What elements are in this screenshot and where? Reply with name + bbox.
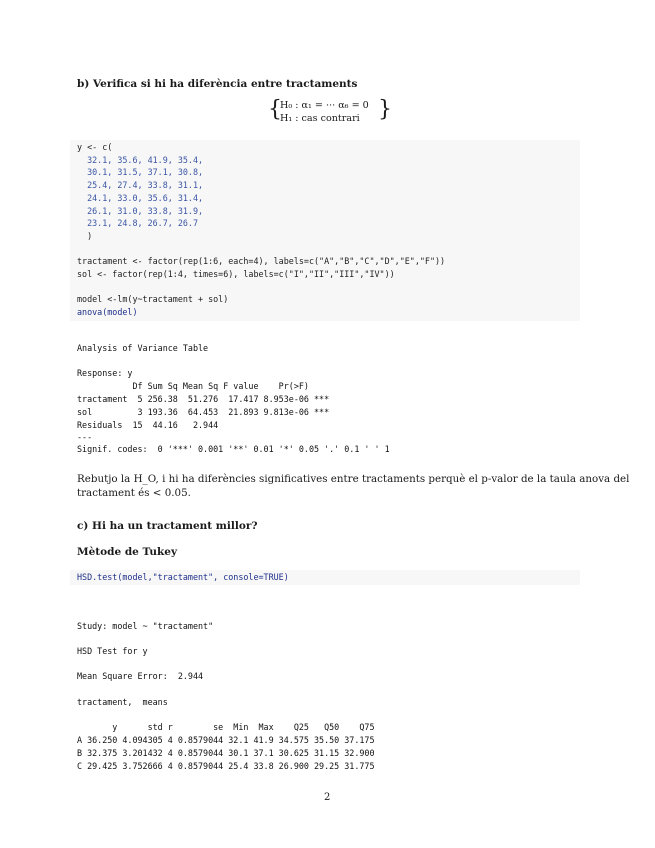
- code-line: 32.1, 35.6, 41.9, 35.4,: [77, 154, 204, 165]
- tukey-subheading: Mètode de Tukey: [77, 546, 178, 558]
- code-line: 25.4, 27.4, 33.8, 31.1,: [77, 180, 204, 191]
- code-line: ): [77, 230, 93, 241]
- hsd-means-title: tractament, means: [77, 697, 168, 707]
- page-number: 2: [324, 792, 331, 803]
- hsd-row-b: B 32.375 3.201432 4 0.8579044 30.1 37.1 30.625 31.15 32.900: [77, 748, 375, 758]
- conclusion-line-2: tractament és < 0.05.: [77, 486, 191, 499]
- code-block-hsd: [70, 570, 580, 585]
- left-brace: {: [268, 97, 282, 122]
- anova-row-sol: sol 3 193.36 64.453 21.893 9.813e-06 ***: [77, 407, 330, 417]
- anova-response: Response: y: [77, 368, 133, 378]
- code-block-anova: [70, 140, 580, 321]
- hsd-study: Study: model ~ "tractament": [77, 621, 214, 631]
- anova-header: Df Sum Sq Mean Sq F value Pr(>F): [77, 381, 330, 391]
- code-line: model <-lm(y~tractament + sol): [77, 294, 229, 305]
- code-line: y <- c(: [77, 142, 113, 152]
- code-line: 24.1, 33.0, 35.6, 31.4,: [77, 192, 204, 203]
- anova-title: Analysis of Variance Table: [77, 343, 209, 353]
- hypothesis-h1: H₁ : cas contrari: [280, 113, 360, 124]
- anova-row-residuals: Residuals 15 44.16 2.944: [77, 420, 330, 430]
- code-line: 26.1, 31.0, 33.8, 31.9,: [77, 205, 204, 216]
- hsd-test-title: HSD Test for y: [77, 646, 148, 656]
- right-brace: }: [378, 97, 392, 122]
- conclusion-paragraph: [77, 473, 630, 500]
- code-line: anova(model): [77, 307, 138, 318]
- code-line: tractament <- factor(rep(1:6, each=4), labels=c("A","B","C","D","E","F")): [77, 256, 446, 267]
- anova-row-tractament: tractament 5 256.38 51.276 17.417 8.953e-06 ***: [77, 394, 330, 404]
- hsd-mse: Mean Square Error: 2.944: [77, 671, 204, 681]
- hsd-table-header: y std r se Min Max Q25 Q50 Q75: [77, 722, 375, 732]
- hsd-row-a: A 36.250 4.094305 4 0.8579044 32.1 41.9 34.575 35.50 37.175: [77, 735, 375, 745]
- conclusion-line-1: Rebutjo la H_O, i hi ha diferències significatives entre tractaments perquè el p-valor de la taula anova del: [77, 473, 630, 485]
- section-c-heading: c) Hi ha un tractament millor?: [77, 520, 258, 532]
- hypothesis-h0: H₀ : α₁ = ··· α₆ = 0: [280, 100, 369, 111]
- anova-signif-codes: Signif. codes: 0 '***' 0.001 '**' 0.01 '*' 0.05 '.' 0.1 ' ' 1: [77, 444, 390, 454]
- code-line: HSD.test(model,"tractament", console=TRUE): [77, 572, 289, 582]
- section-b-heading: b) Verifica si hi ha diferència entre tractaments: [77, 78, 358, 90]
- anova-separator: ---: [77, 432, 93, 442]
- code-line: 23.1, 24.8, 26.7, 26.7: [77, 218, 199, 229]
- code-line: sol <- factor(rep(1:4, times=6), labels=c("I","II","III","IV")): [77, 269, 395, 279]
- hsd-row-c: C 29.425 3.752666 4 0.8579044 25.4 33.8 26.900 29.25 31.775: [77, 761, 375, 771]
- code-line: 30.1, 31.5, 37.1, 30.8,: [77, 167, 204, 178]
